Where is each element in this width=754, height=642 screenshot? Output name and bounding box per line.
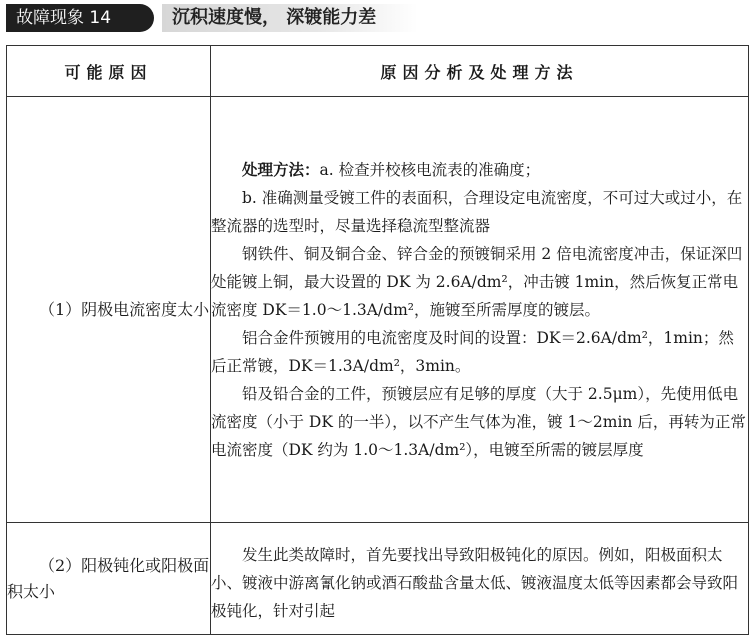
table-row [7,97,749,523]
method-label: 处理方法： [242,160,320,179]
table-row [7,523,749,635]
analysis-cell [211,97,749,523]
section-header [6,4,416,34]
column-header-cause: 可能原因 [7,46,211,97]
analysis-paragraph: b. 准确测量受镀工件的表面积，合理设定电流密度，不可过大或过小，在整流器的选型时，尽量选择稳流型整流器 [211,188,743,235]
analysis-paragraph [211,156,748,184]
cause-cell [7,523,211,635]
column-header-analysis: 原因分析及处理方法 [211,46,749,97]
section-title: 沉积速度慢， 深镀能力差 [172,7,377,28]
method-text: a. 检查并校核电流表的准确度； [319,160,541,179]
analysis-paragraph: 铅及铅合金的工件，预镀层应有足够的厚度（大于 2.5μm），先使用低电流密度（小于 DK 的一半），以不产生气体为准，镀 1～2min 后，再转为正常电流密度（DK 约为 1.0～1.3A/dm²），电镀至所需的镀层厚度 [211,384,746,459]
cause-text: （1）阴极电流密度太小 [39,299,210,319]
cause-cell [7,97,211,523]
table-header-row [7,46,749,97]
fault-tag: 故障现象 14 [6,4,154,32]
analysis-cell [211,523,749,635]
analysis-paragraph: 钢铁件、铜及铜合金、锌合金的预镀铜采用 2 倍电流密度冲击，保证深凹处能镀上铜，最大设置的 DK 为 2.6A/dm²，冲击镀 1min，然后恢复正常电流密度 DK＝1.0～1.3A/dm²，施镀至所需厚度的镀层。 [211,244,743,319]
cause-text: （2）阳极钝化或阳极面积太小 [7,555,210,601]
analysis-paragraph: 铝合金件预镀用的电流密度及时间的设置：DK＝2.6A/dm²，1min；然后正常镀，DK＝1.3A/dm²，3min。 [211,328,734,375]
fault-table [6,45,749,635]
analysis-paragraph: 发生此类故障时，首先要找出导致阳极钝化的原因。例如，阳极面积太小、镀液中游离氰化钠或酒石酸盐含量太低、镀液温度太低等因素都会导致阳极钝化，针对引起 [211,545,739,620]
